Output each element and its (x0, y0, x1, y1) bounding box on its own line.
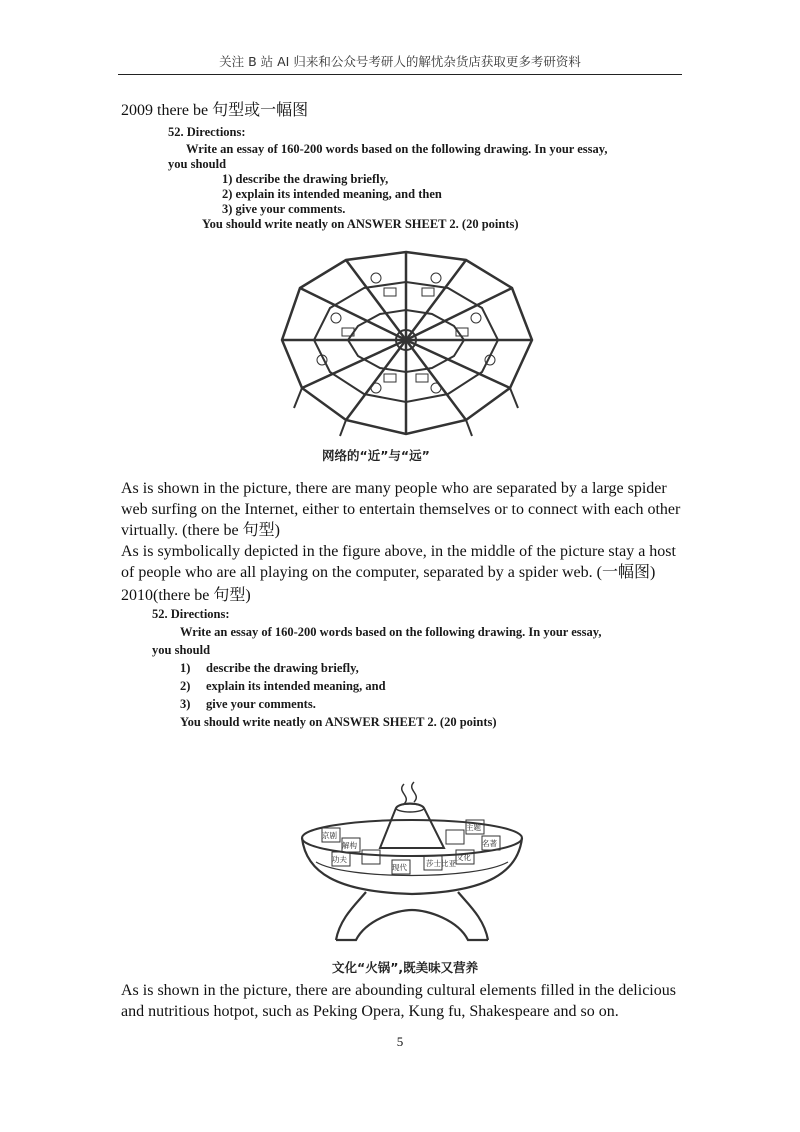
directions-item: describe the drawing briefly, (206, 661, 359, 675)
hotpot-label: 文化 (456, 853, 471, 862)
directions-item: 3) give your comments. (222, 202, 346, 216)
directions-number: 3) (180, 697, 191, 711)
directions-line: You should write neatly on ANSWER SHEET 2. (20 points) (180, 715, 497, 729)
directions-title: 52. Directions: (152, 607, 230, 621)
paragraph: As is symbolically depicted in the figure above, in the middle of the picture stay a host of people who are all playing on the computer, separated by a spider web. (一幅图) (121, 543, 676, 581)
directions-number: 2) (180, 679, 191, 693)
directions-line: Write an essay of 160-200 words based on the following drawing. In your essay, (180, 625, 602, 639)
page-header: 关注 B 站 AI 归来和公众号考研人的解忧杂货店获取更多考研资料 (219, 54, 581, 69)
directions-item: explain its intended meaning, and (206, 679, 386, 693)
header-rule (118, 74, 682, 75)
directions-line: Write an essay of 160-200 words based on the following drawing. In your essay, (186, 142, 608, 156)
directions-title: 52. Directions: (168, 125, 246, 139)
figure-caption-2010: 文化“火锅”,既美味又营养 (332, 960, 479, 975)
directions-item: 2) explain its intended meaning, and then (222, 187, 442, 201)
hotpot-illustration (296, 780, 528, 952)
section-2009-heading: 2009 there be 句型或一幅图 (121, 102, 309, 119)
hotpot-label: 现代 (392, 863, 407, 872)
page-number: 5 (396, 1034, 404, 1049)
spider-web-illustration (276, 248, 536, 438)
directions-item: 1) describe the drawing briefly, (222, 172, 389, 186)
directions-number: 1) (180, 661, 191, 675)
hotpot-label: 名著 (482, 839, 497, 848)
directions-line: You should write neatly on ANSWER SHEET 2. (20 points) (202, 217, 519, 231)
paragraph: As is shown in the picture, there are many people who are separated by a large spider web surfing on the Internet, either to entertain themselves or to connect with each other virtually. (there be 句型) (121, 480, 681, 539)
hotpot-label: 京剧 (322, 831, 337, 840)
directions-item: give your comments. (206, 697, 316, 711)
figure-caption-2009: 网络的“近”与“远” (322, 448, 430, 463)
hotpot-label: 功夫 (332, 855, 347, 864)
directions-line: you should (168, 157, 227, 171)
paragraph: As is shown in the picture, there are abounding cultural elements filled in the delicious and nutritious hotpot, such as Peking Opera, Kung fu, Shakespeare and so on. (121, 982, 676, 1020)
section-2010-heading: 2010(there be 句型) (121, 587, 251, 604)
directions-line: you should (152, 643, 211, 657)
hotpot-label: 解构 (342, 841, 357, 850)
hotpot-label: 莎士比亚 (426, 859, 456, 868)
hotpot-label: 主题 (466, 823, 481, 832)
